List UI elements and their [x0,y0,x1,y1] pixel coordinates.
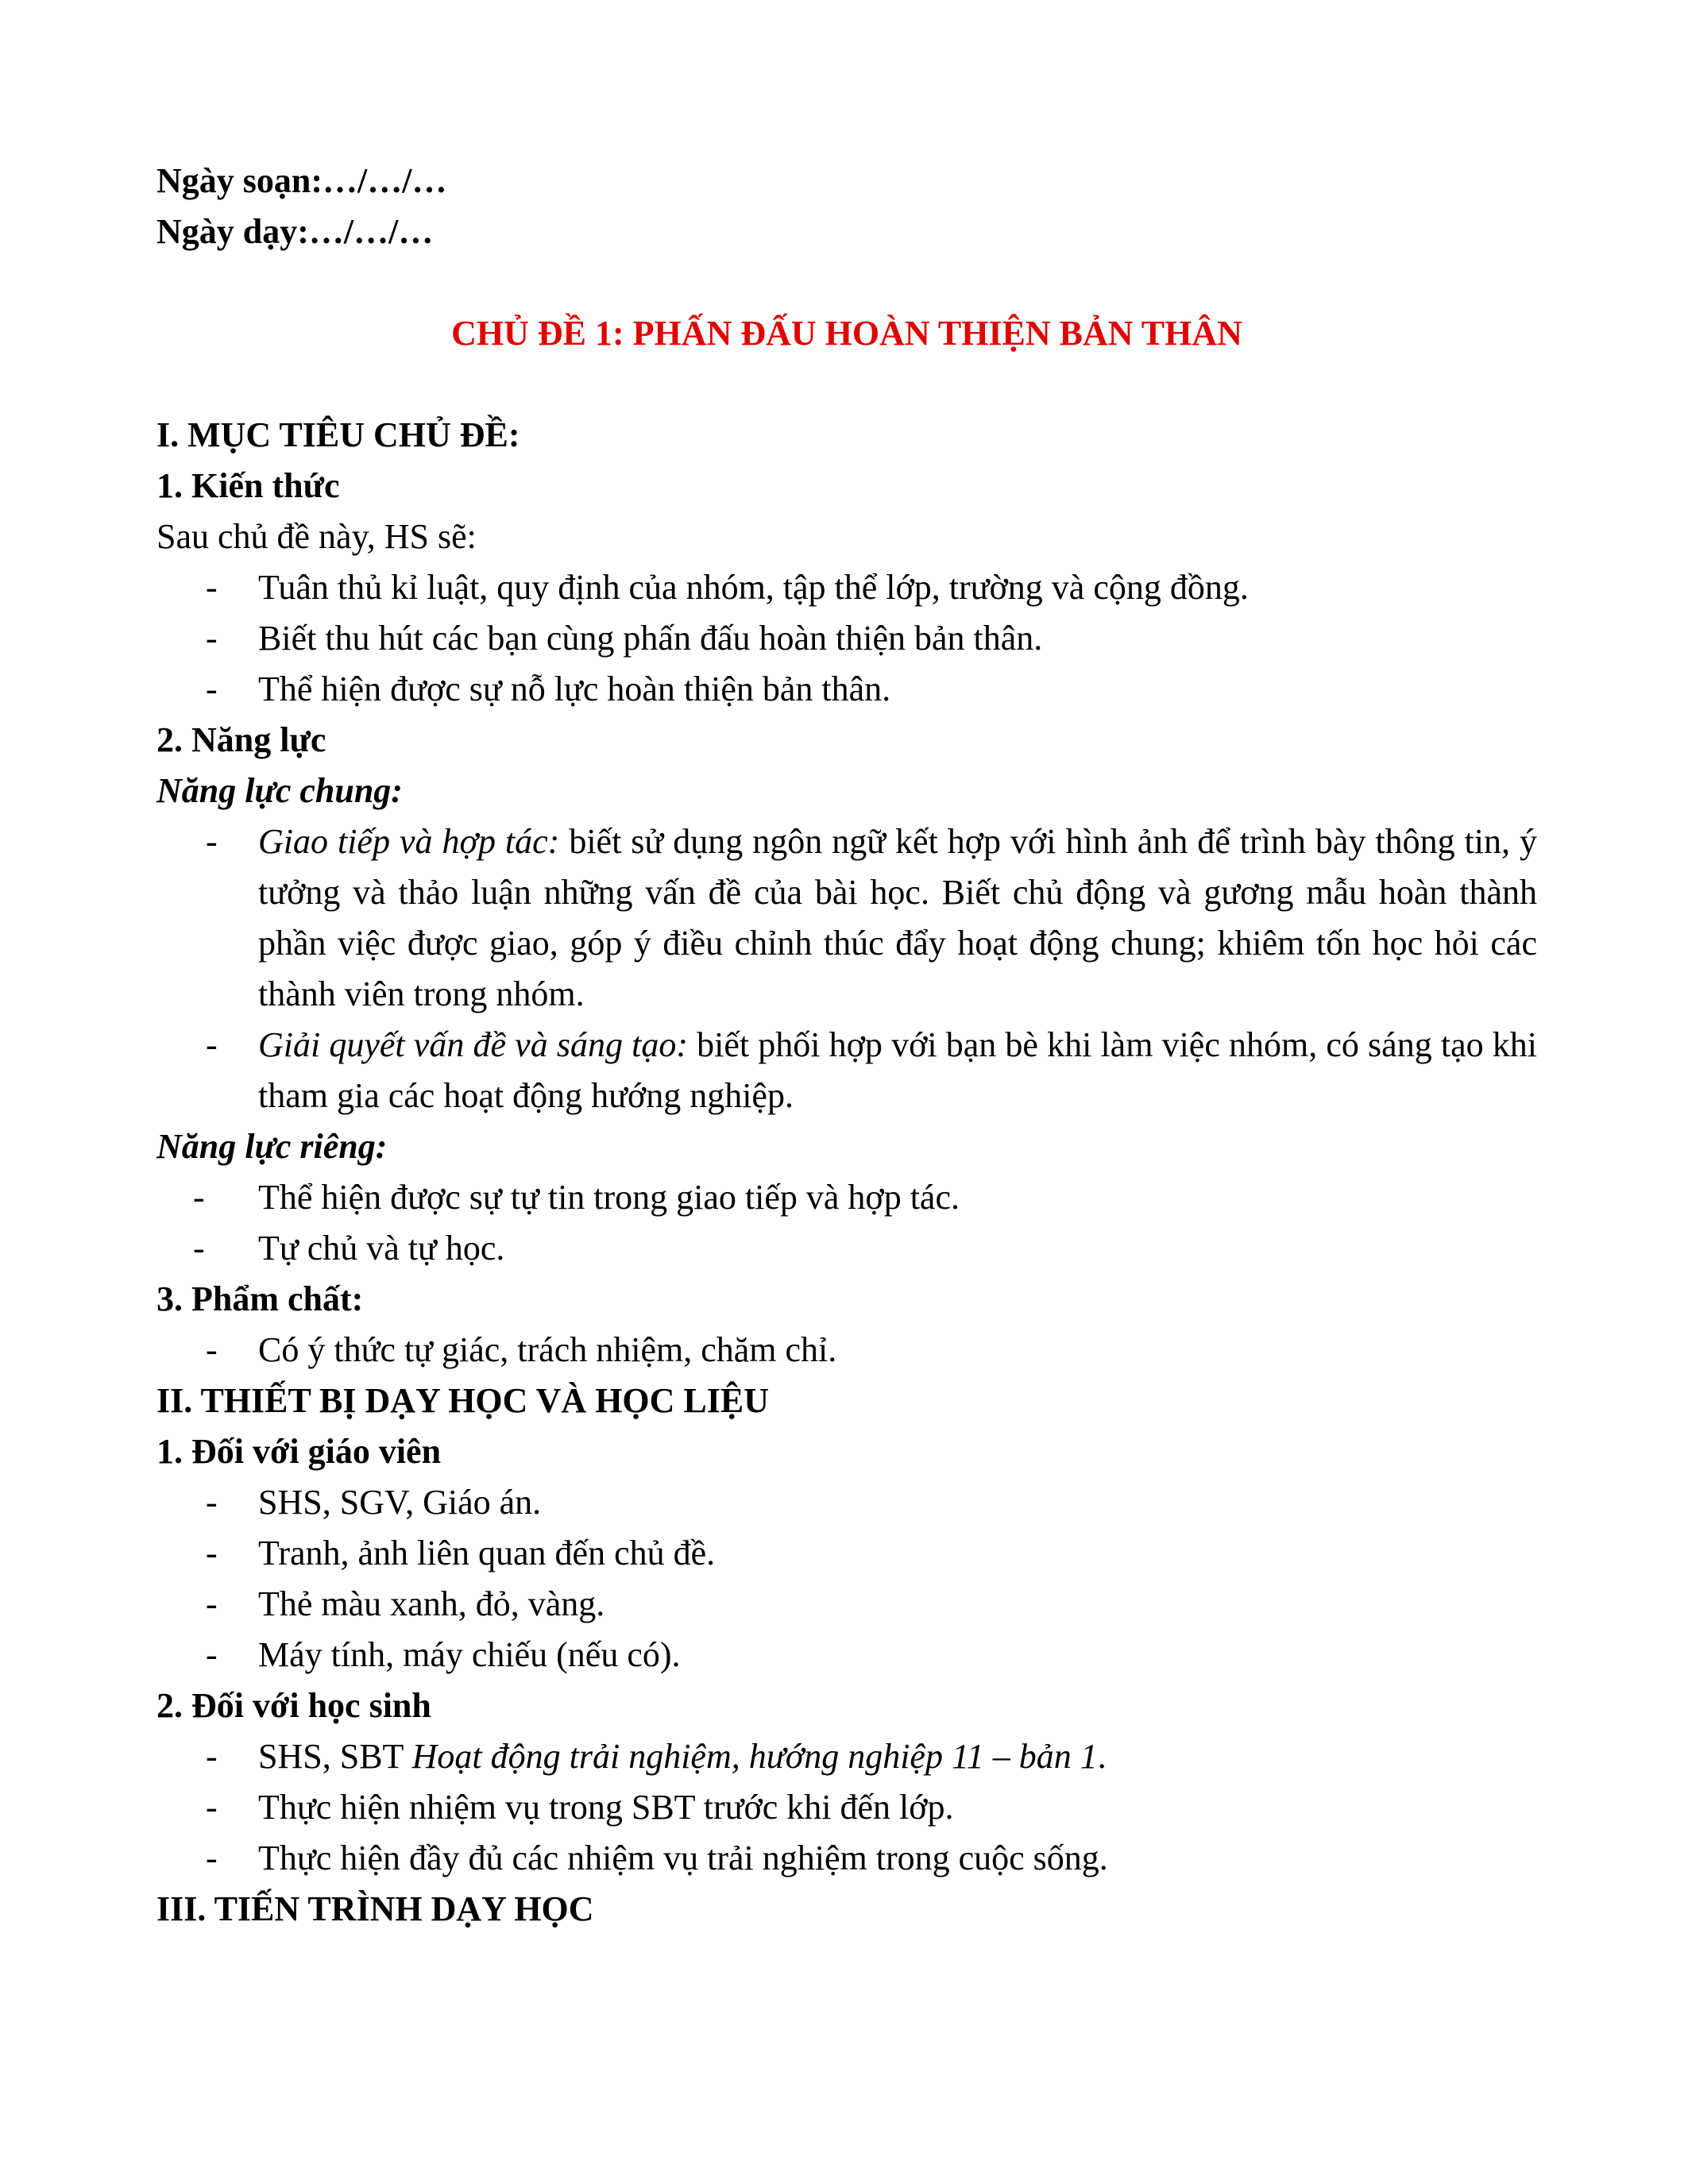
dash-bullet: - [206,1330,218,1369]
specific-competency-2: Tự chủ và tự học. [258,1229,505,1268]
list-item [156,1223,1537,1274]
list-item [156,613,1537,664]
dash-bullet: - [193,1229,205,1268]
knowledge-intro: Sau chủ đề này, HS sẽ: [156,517,477,556]
list-item [156,1833,1537,1884]
topic-title: CHỦ ĐỀ 1: PHẤN ĐẤU HOÀN THIỆN BẢN THÂN [451,314,1242,353]
dash-bullet: - [206,1483,218,1522]
knowledge-item-1: Tuân thủ kỉ luật, quy định của nhóm, tập thể lớp, trường và cộng đồng. [258,568,1249,607]
dash-bullet: - [206,1737,218,1776]
dash-bullet: - [206,1584,218,1623]
specific-competency-1: Thể hiện được sự tự tin trong giao tiếp và hợp tác. [258,1178,960,1217]
student-heading: 2. Đối với học sinh [156,1686,431,1725]
list-item [156,1731,1537,1782]
section-2-heading: II. THIẾT BỊ DẠY HỌC VÀ HỌC LIỆU [156,1381,770,1420]
knowledge-item-2: Biết thu hút các bạn cùng phấn đấu hoàn thiện bản thân. [258,619,1043,658]
date-taught: Ngày dạy:…/…/… [156,212,434,251]
qualities-heading: 3. Phẩm chất: [156,1279,364,1318]
document-page [156,156,1537,1935]
student-item-2: Thực hiện nhiệm vụ trong SBT trước khi đến lớp. [258,1788,954,1827]
dash-bullet: - [206,669,218,708]
list-item [156,562,1537,613]
section-3-heading: III. TIẾN TRÌNH DẠY HỌC [156,1889,594,1928]
teacher-item-3: Thẻ màu xanh, đỏ, vàng. [258,1584,605,1623]
list-item [156,1630,1537,1680]
dash-bullet: - [206,1025,218,1064]
dash-bullet: - [206,1534,218,1572]
list-item [156,1782,1537,1833]
date-prepared: Ngày soạn:…/…/… [156,161,447,200]
student-item-3: Thực hiện đầy đủ các nhiệm vụ trải nghiệm trong cuộc sống. [258,1839,1108,1877]
dash-bullet: - [206,1788,218,1827]
list-item [156,1325,1537,1376]
teacher-item-4: Máy tính, máy chiếu (nếu có). [258,1635,681,1674]
list-item [156,1579,1537,1630]
dash-bullet: - [206,619,218,658]
general-competency-1-text: biết sử dụng ngôn ngữ kết hợp với hình ảnh để trình bày thông tin, ý tưởng và thảo luận những vấn đề của bài học. Biết chủ động và gương mẫu hoàn thành phần việc được giao, góp ý điều chỉnh thúc đẩy hoạt động chung; khiêm tốn học hỏi các thành viên trong nhóm. [258,822,1537,1013]
list-item [156,1172,1537,1223]
student-item-1-suffix: . [1097,1737,1107,1776]
list-item [156,816,1537,1020]
competency-heading: 2. Năng lực [156,720,326,759]
section-1-heading: I. MỤC TIÊU CHỦ ĐỀ: [156,415,520,454]
teacher-item-2: Tranh, ảnh liên quan đến chủ đề. [258,1534,716,1572]
qualities-item-1: Có ý thức tự giác, trách nhiệm, chăm chỉ. [258,1330,837,1369]
general-competency-2-text: biết phối hợp với bạn bè khi làm việc nhóm, có sáng tạo khi tham gia các hoạt động hướng nghiệp. [258,1025,1537,1115]
knowledge-heading: 1. Kiến thức [156,466,340,505]
dash-bullet: - [206,1839,218,1877]
general-competency-2-lead: Giải quyết vấn đề và sáng tạo: [258,1025,688,1064]
specific-competency-heading: Năng lực riêng: [156,1127,388,1166]
dash-bullet: - [206,1635,218,1674]
dash-bullet: - [193,1178,205,1217]
list-item [156,1528,1537,1579]
dash-bullet: - [206,822,218,861]
knowledge-item-3: Thể hiện được sự nỗ lực hoàn thiện bản thân. [258,669,891,708]
student-item-1-prefix: SHS, SBT [258,1737,412,1776]
list-item [156,1020,1537,1121]
list-item [156,664,1537,715]
student-item-1-book-title: Hoạt động trải nghiệm, hướng nghiệp 11 – bản 1 [411,1737,1098,1776]
general-competency-1-lead: Giao tiếp và hợp tác: [258,822,560,861]
list-item [156,1477,1537,1528]
general-competency-heading: Năng lực chung: [156,771,403,810]
dash-bullet: - [206,568,218,607]
teacher-item-1: SHS, SGV, Giáo án. [258,1483,542,1522]
teacher-heading: 1. Đối với giáo viên [156,1432,442,1471]
